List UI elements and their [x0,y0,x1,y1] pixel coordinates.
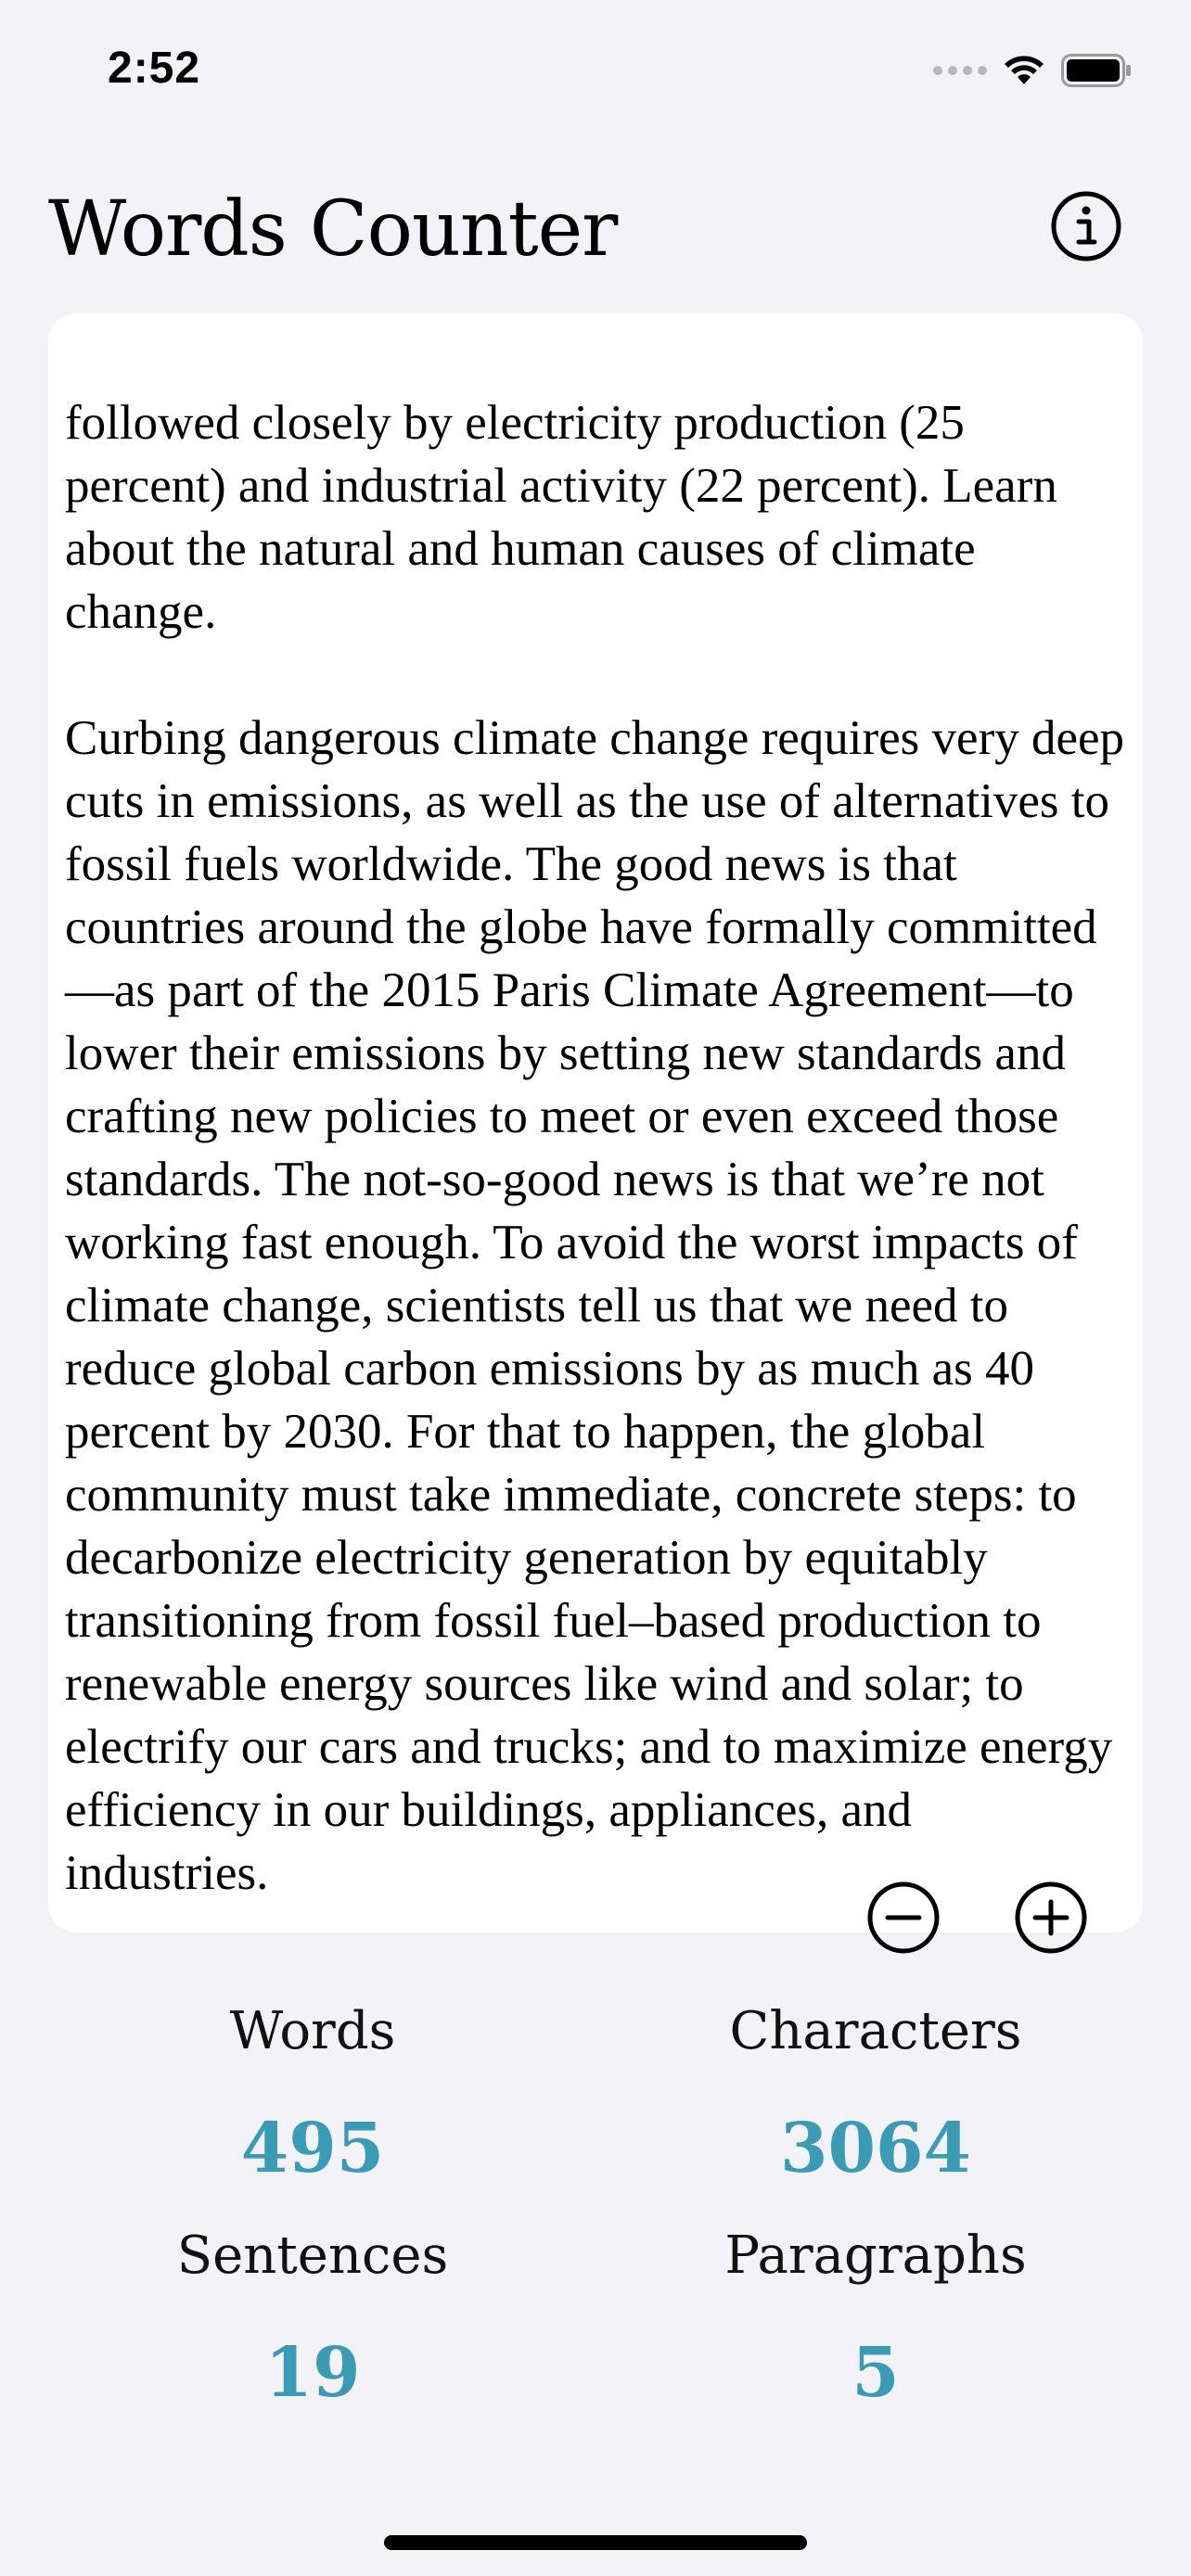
home-indicator[interactable] [384,2535,807,2550]
wifi-icon [1004,55,1044,86]
status-icons [933,54,1132,87]
stat-paragraphs-value: 5 [852,2333,900,2413]
text-editor[interactable]: followed closely by electricity production (25 percent) and industrial activity (22 percent). Learn about the natural and human causes of climate change. Curbing dangerous climate change requires very deep cuts in emissions, as well as the use of alternatives to fossil fuels worldwide. The good news is that countries around the globe have formally committed—as part of the 2015 Paris Climate Agreement—to lower their emissions by setting new standards and crafting new policies to meet or even exceed those standards. The not-so-good news is that we’re not working fast enough. To avoid the worst impacts of climate change, scientists tell us that we need to reduce global carbon emissions by as much as 40 percent by 2030. For that to happen, the global community must take immediate, concrete steps: to decarbonize electricity generation by equitably transitioning from fossil fuel–based production to renewable energy sources like wind and solar; to electrify our cars and trucks; and to maximize energy efficiency in our buildings, appliances, and industries. [65,396,1125,1900]
page-title: Words Counter [48,185,618,274]
stat-sentences-label: Sentences [176,2225,449,2286]
stat-characters-value: 3064 [780,2109,971,2188]
plus-circle-icon [1012,1879,1090,1957]
status-time: 2:52 [108,44,201,93]
decrease-font-button[interactable] [864,1879,942,1957]
stat-words [81,1999,544,2190]
cellular-signal-icon [933,66,987,75]
text-editor-card[interactable] [48,313,1143,1932]
battery-icon [1061,54,1132,87]
nav-header [0,167,1191,297]
stat-characters [644,1999,1108,2190]
stat-sentences [81,2224,544,2415]
info-circle-icon [1049,189,1123,263]
stat-paragraphs [644,2224,1108,2415]
status-bar [0,0,1191,139]
stat-words-value: 495 [240,2109,385,2188]
stat-paragraphs-label: Paragraphs [724,2225,1027,2286]
stat-characters-label: Characters [729,2001,1022,2061]
minus-circle-icon [864,1879,942,1957]
stat-words-label: Words [229,2001,396,2061]
info-button[interactable] [1049,189,1123,263]
stat-sentences-value: 19 [264,2333,361,2413]
increase-font-button[interactable] [1012,1879,1090,1957]
